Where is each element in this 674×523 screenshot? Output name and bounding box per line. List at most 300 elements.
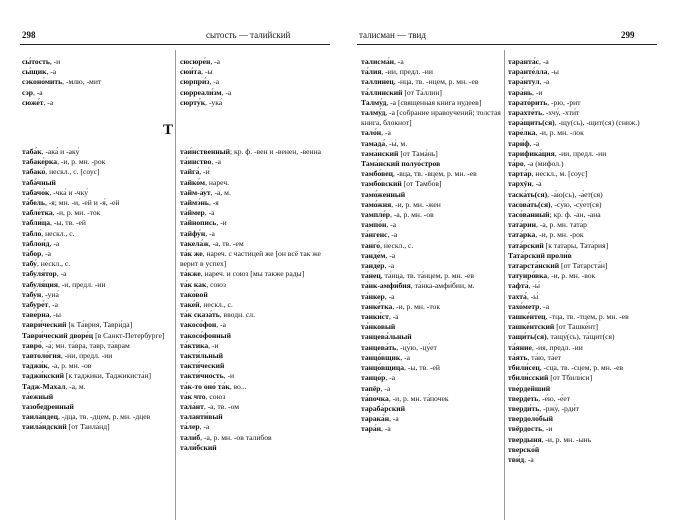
- dictionary-entry: [361, 57, 501, 67]
- dictionary-entry: [361, 353, 501, 363]
- entry-definition: , -и, р. мн. -ток: [392, 301, 441, 311]
- entry-definition: , -е́ю, -е́ет: [538, 393, 571, 403]
- entry-definition: , -и: [542, 424, 553, 434]
- entry-headword: сюрту́к: [180, 97, 206, 107]
- dictionary-entry: [361, 108, 501, 128]
- right-page: [337, 0, 674, 523]
- dictionary-entry: [361, 159, 501, 169]
- header-rule: [357, 44, 657, 45]
- dictionary-entry: [508, 179, 663, 189]
- dictionary-entry: [361, 384, 501, 394]
- entry-definition: [от Тамбо́в]: [401, 179, 442, 189]
- dictionary-entry: [180, 422, 330, 432]
- entry-headword: такосо́фон: [180, 320, 217, 330]
- entry-definition: , -и, р. мн. -рок: [57, 157, 106, 167]
- entry-headword: танке́тка: [361, 301, 393, 311]
- entry-headword: тапёр: [361, 383, 381, 393]
- entry-headword: таранте́лла: [508, 67, 548, 77]
- entry-headword: тако́вой: [180, 289, 208, 299]
- entry-definition: , -ржу́, -рди́т: [539, 403, 579, 413]
- entry-definition: , -а, тв. -ем: [208, 238, 244, 248]
- dictionary-entry: [22, 167, 172, 177]
- dictionary-entry: [508, 200, 663, 210]
- entry-headword: та́йнопись: [180, 218, 217, 228]
- column-left-top: [22, 57, 172, 108]
- entry-headword: сюи́та: [180, 67, 202, 77]
- entry-definition: , нескл., с.: [36, 259, 71, 269]
- entry-headword: тала́нт: [180, 402, 204, 412]
- entry-definition: , -а (мифол.): [523, 159, 564, 169]
- entry-headword: таблои́д: [22, 238, 50, 248]
- entry-headword: табуля́ция: [22, 279, 58, 289]
- entry-definition: , -а: [46, 67, 57, 77]
- entry-definition: [в Санкт-Петербурге]: [93, 330, 165, 340]
- dictionary-entry: [361, 88, 501, 98]
- dictionary-entry: [22, 361, 172, 371]
- entry-headword: та́бор: [22, 249, 42, 259]
- entry-headword: та́нковый: [361, 322, 396, 332]
- entry-headword: тайга́: [180, 167, 200, 177]
- dictionary-entry: [22, 178, 172, 188]
- entry-definition: , -а́; мн. та́вра, тавр, та́врам: [41, 340, 130, 350]
- dictionary-entry: [361, 77, 501, 87]
- dictionary-entry: [508, 363, 663, 373]
- entry-headword: тара́нтул: [508, 77, 540, 87]
- entry-headword: тали́б: [180, 432, 201, 442]
- dictionary-entry: [180, 290, 330, 300]
- dictionary-entry: [508, 455, 663, 465]
- entry-definition: , нескл., с. [соус]: [45, 167, 100, 177]
- dictionary-entry: [508, 261, 663, 271]
- entry-headword: та́ежный: [22, 391, 54, 401]
- dictionary-entry: [180, 239, 330, 249]
- entry-headword: табачо́к: [22, 187, 50, 197]
- dictionary-entry: [361, 149, 501, 159]
- entry-definition: , -цу́ю, -цу́ет: [396, 342, 437, 352]
- dictionary-entry: [180, 208, 330, 218]
- entry-definition: , -ука́: [205, 97, 223, 107]
- entry-headword: тама́нский: [361, 148, 399, 158]
- entry-definition: , -а, р. мн. -ов талибов: [200, 432, 272, 442]
- entry-headword: табле́тка: [22, 208, 53, 218]
- entry-headword: та́ро: [508, 159, 524, 169]
- entry-definition: , -и, р. мн. -ток: [52, 208, 101, 218]
- dictionary-entry: [22, 98, 172, 108]
- entry-headword: тбили́сец: [508, 363, 540, 373]
- entry-definition: , -уна́: [41, 289, 59, 299]
- entry-headword: тампо́н: [361, 220, 387, 230]
- entry-definition: , та́нца, тв. та́нцем, р. мн. -ев: [380, 271, 474, 281]
- entry-definition: , -а: [43, 97, 54, 107]
- entry-definition: , -а: [48, 300, 58, 310]
- dictionary-entry: [508, 77, 663, 87]
- entry-headword: таранта́с: [508, 57, 540, 66]
- entry-headword: сюрпри́з: [180, 77, 210, 87]
- entry-headword: Талму́д: [361, 97, 387, 107]
- column-right: [508, 57, 663, 465]
- entry-headword: тара́н: [361, 424, 382, 434]
- entry-definition: , -и: [223, 371, 235, 381]
- entry-headword: тахта́: [508, 291, 527, 301]
- entry-headword: такела́ж: [180, 238, 209, 248]
- entry-definition: , -ы́, м.: [385, 138, 408, 148]
- dictionary-entry: [22, 188, 172, 198]
- entry-headword: таланти́вый: [180, 412, 223, 422]
- dictionary-entry: [508, 353, 663, 363]
- entry-headword: табуля́тор: [22, 269, 57, 279]
- entry-definition: [от Тама́нь]: [398, 148, 438, 158]
- entry-headword: тазобедренный: [22, 402, 74, 412]
- entry-headword: Таври́ческий дворе́ц: [22, 330, 94, 340]
- dictionary-entry: [361, 414, 501, 424]
- entry-headword: табли́ца: [22, 218, 51, 228]
- entry-definition: , -а: [386, 220, 397, 230]
- column-right: [180, 147, 330, 453]
- entry-definition: , -щу(сь), -щит(ся) (сниж.): [554, 118, 640, 128]
- entry-definition: , -и, р. мн. -рок: [535, 230, 584, 240]
- entry-definition: , -дца, тв. -дцем, р. мн. -дцев: [58, 412, 151, 422]
- entry-definition: , вводн. сл.: [219, 310, 255, 320]
- entry-definition: , -ы: [49, 310, 61, 320]
- entry-definition: , -а: [387, 230, 398, 240]
- dictionary-entry: [180, 443, 330, 453]
- entry-definition: , -и́: [199, 167, 210, 177]
- dictionary-entry: [22, 341, 172, 351]
- entry-definition: , -ии, предл. -ии: [554, 148, 607, 158]
- entry-headword: табу́: [22, 259, 37, 269]
- dictionary-entry: [508, 118, 663, 128]
- entry-headword: Тама́нский полуо́стров: [361, 159, 441, 169]
- entry-definition: , -а [собрание нравоучений; толстая книга, блокнот]: [361, 108, 501, 128]
- entry-headword: тасо́ванный: [508, 210, 550, 220]
- dictionary-entry: [508, 67, 663, 77]
- section-letter: Т: [163, 122, 174, 138]
- entry-headword: та́к сказа́ть: [180, 310, 220, 320]
- dictionary-entry: [508, 159, 663, 169]
- entry-headword: тарахте́ть: [508, 108, 543, 118]
- entry-definition: , тащу́(сь), та́щит(ся): [546, 332, 615, 342]
- dictionary-entry: [508, 424, 663, 434]
- entry-headword: тахо́метр: [508, 301, 540, 311]
- dictionary-entry: [22, 57, 172, 67]
- entry-headword: табу́н: [22, 289, 42, 299]
- dictionary-entry: [361, 200, 501, 210]
- entry-definition: , союз: [205, 391, 226, 401]
- entry-headword: тащи́ть(ся): [508, 332, 547, 342]
- dictionary-entry: [361, 179, 501, 189]
- dictionary-entry: [508, 445, 663, 455]
- dictionary-entry: [22, 310, 172, 320]
- entry-definition: , та́нка-амфи́бии, м.: [410, 281, 475, 291]
- entry-headword: такосо́фонный: [180, 330, 231, 340]
- entry-definition: , нескл., м. [соус]: [531, 169, 588, 179]
- dictionary-entry: [22, 77, 172, 87]
- entry-headword: тамо́женный: [361, 189, 406, 199]
- dictionary-entry: [180, 300, 330, 310]
- entry-headword: та́ймер: [180, 208, 205, 218]
- dictionary-entry: [508, 312, 663, 322]
- entry-headword: татуиро́вка: [508, 271, 548, 281]
- dictionary-entry: [22, 67, 172, 77]
- dictionary-entry: [508, 373, 663, 383]
- dictionary-entry: [22, 239, 172, 249]
- dictionary-entry: [508, 190, 663, 200]
- dictionary-entry: [508, 88, 663, 98]
- entry-headword: тарато́рить: [508, 97, 548, 107]
- dictionary-entry: [508, 322, 663, 332]
- dictionary-entry: [361, 139, 501, 149]
- entry-definition: , -а: [384, 291, 395, 301]
- entry-definition: , -а: [539, 77, 550, 87]
- entry-headword: та́ктика: [180, 340, 209, 350]
- entry-headword: тало́н: [361, 128, 382, 138]
- entry-definition: , -ы: [201, 67, 213, 77]
- entry-headword: та́к же: [180, 249, 203, 259]
- entry-headword: сы́щик: [22, 67, 47, 77]
- entry-definition: , нареч. с частицей же [он всё так же верит в успех]: [180, 249, 321, 269]
- dictionary-entry: [361, 343, 501, 353]
- dictionary-entry: [180, 310, 330, 320]
- entry-definition: , -ы: [547, 67, 559, 77]
- entry-headword: та́нк-амфи́бия: [361, 281, 411, 291]
- entry-definition: ; кр. ф. -вен и -венен, -венна: [230, 147, 322, 156]
- entry-definition: , -и, р. мн. -вок: [547, 271, 596, 281]
- entry-definition: , нескл., с.: [199, 300, 233, 310]
- entry-headword: тарта́р: [508, 169, 532, 179]
- entry-definition: , -и, р. мн. та́почек: [388, 393, 449, 403]
- entry-headword: та́к-то оно́ та́к: [180, 381, 230, 391]
- entry-headword: тамада́: [361, 138, 386, 148]
- entry-definition: , -а, тв. -ом: [203, 402, 240, 412]
- entry-headword: тверско́й: [508, 444, 540, 454]
- entry-definition: , -а: [385, 373, 396, 383]
- entry-definition: , -а: [210, 57, 221, 66]
- dictionary-entry: [22, 382, 172, 392]
- dictionary-entry: [180, 392, 330, 402]
- entry-headword: таджи́кский: [22, 371, 65, 381]
- dictionary-entry: [508, 292, 663, 302]
- entry-headword: сюсюре́н: [180, 57, 211, 66]
- entry-definition: , -а: [221, 87, 232, 97]
- column-right-top: [180, 57, 330, 108]
- dictionary-entry: [361, 363, 501, 373]
- dictionary-entry: [508, 98, 663, 108]
- entry-definition: , нареч. и союз [мы также рады]: [200, 269, 305, 279]
- dictionary-entry: [361, 230, 501, 240]
- entry-headword: та́лия: [361, 67, 382, 77]
- entry-headword: таври́ческий: [22, 320, 67, 330]
- dictionary-entry: [361, 220, 501, 230]
- dictionary-entry: [22, 249, 172, 259]
- entry-headword: та́ллинский: [361, 87, 403, 97]
- dictionary-entry: [22, 269, 172, 279]
- entry-headword: танде́р: [361, 261, 385, 271]
- entry-definition: , -а: [385, 250, 396, 260]
- entry-headword: татарста́нский: [508, 261, 560, 271]
- dictionary-entry: [22, 422, 172, 432]
- entry-definition: , -а: [400, 352, 410, 362]
- entry-headword: такти́ческий: [180, 361, 225, 371]
- entry-headword: таба́к: [22, 147, 42, 156]
- entry-headword: тверди́ть: [508, 403, 540, 413]
- entry-definition: [от Татарста́н]: [559, 261, 608, 271]
- entry-definition: , -я; мн. -и, -ей и -я́, -ей: [44, 198, 120, 208]
- entry-definition: , -а: [388, 312, 399, 322]
- entry-definition: , -и, р. мн. -жен: [391, 199, 441, 209]
- dictionary-entry: [180, 88, 330, 98]
- page-number: 299: [621, 30, 635, 40]
- column-left: [361, 57, 501, 435]
- entry-headword: таллинец: [361, 77, 394, 87]
- dictionary-entry: [22, 157, 172, 167]
- entry-definition: , -и: [216, 218, 227, 228]
- entry-definition: , -а: [204, 208, 215, 218]
- entry-headword: таба́чный: [22, 177, 56, 187]
- entry-headword: тамбо́вец: [361, 169, 393, 179]
- dictionary-entry: [508, 57, 663, 67]
- column-left: [22, 147, 172, 433]
- entry-headword: тбили́сский: [508, 373, 549, 383]
- dictionary-entry: [361, 190, 501, 200]
- entry-definition: , -а: [531, 179, 542, 189]
- dictionary-entry: [180, 229, 330, 239]
- dictionary-entry: [361, 424, 501, 434]
- entry-headword: тви́д: [508, 454, 525, 464]
- entry-definition: , -а: [381, 128, 391, 138]
- entry-headword: таймэ́нь: [180, 198, 209, 208]
- entry-headword: талму́д: [361, 108, 386, 118]
- entry-definition: , союз: [206, 279, 226, 289]
- dictionary-entry: [180, 57, 330, 67]
- entry-headword: та́ять: [508, 352, 528, 362]
- entry-definition: , -а: [41, 249, 52, 259]
- dictionary-entry: [361, 281, 501, 291]
- entry-definition: , -а: [199, 422, 210, 432]
- entry-headword: танцева́ть: [361, 342, 397, 352]
- entry-headword: табло́: [22, 228, 42, 238]
- entry-definition: , -и, предл. -ии: [57, 279, 106, 289]
- entry-definition: [от Ташке́нт]: [554, 322, 599, 332]
- entry-definition: , -а, р. мн. -ов: [47, 361, 92, 371]
- entry-definition: , -а: [49, 238, 60, 248]
- entry-headword: та́яние: [508, 342, 532, 352]
- entry-headword: тафта́: [508, 281, 529, 291]
- entry-definition: ; кр. ф. -ан, -ана: [549, 210, 601, 220]
- entry-headword: таила́ндец: [22, 412, 59, 422]
- entry-headword: таве́рна: [22, 310, 50, 320]
- dictionary-entry: [180, 351, 330, 361]
- dictionary-entry: [180, 188, 330, 198]
- dictionary-entry: [180, 77, 330, 87]
- entry-definition: , -а: [380, 383, 391, 393]
- running-head: сытость — талийский: [206, 30, 291, 40]
- dictionary-entry: [361, 292, 501, 302]
- entry-headword: табако́: [22, 167, 46, 177]
- entry-definition: , -ы, тв. -ей: [50, 218, 86, 228]
- entry-headword: табаке́рка: [22, 157, 58, 167]
- dictionary-entry: [22, 229, 172, 239]
- entry-headword: такти́льный: [180, 351, 224, 361]
- entry-definition: , -и: [532, 87, 543, 97]
- entry-definition: , нареч.: [205, 177, 230, 187]
- dictionary-entry: [22, 331, 172, 341]
- dictionary-entry: [22, 280, 172, 290]
- dictionary-entry: [22, 320, 172, 330]
- entry-headword: сэр: [22, 87, 33, 97]
- entry-definition: , -а: [529, 138, 540, 148]
- entry-headword: тайм-а́ут: [180, 187, 211, 197]
- dictionary-entry: [508, 251, 663, 261]
- entry-definition: , -а: [389, 414, 399, 424]
- dictionary-entry: [361, 251, 501, 261]
- entry-headword: тайфу́н: [180, 228, 206, 238]
- entry-headword: та́инство: [180, 157, 212, 167]
- dictionary-entry: [180, 402, 330, 412]
- entry-definition: , -а: [524, 454, 534, 464]
- dictionary-entry: [180, 167, 330, 177]
- dictionary-entry: [508, 169, 663, 179]
- entry-definition: , -а́ю(сь), -а́ет(ся): [547, 189, 603, 199]
- dictionary-entry: [508, 394, 663, 404]
- entry-headword: та́бель: [22, 198, 45, 208]
- entry-headword: та́нкер: [361, 291, 385, 301]
- entry-definition: , -а: [205, 228, 215, 238]
- dictionary-entry: [361, 261, 501, 271]
- entry-headword: тавтоло́гия: [22, 351, 61, 361]
- entry-headword: твердыня: [508, 434, 542, 444]
- entry-headword: тве́рдейший: [508, 383, 551, 393]
- entry-definition: , -а, м.: [210, 187, 231, 197]
- entry-definition: , -а: [381, 424, 391, 434]
- entry-headword: тара́нь: [508, 87, 533, 97]
- dictionary-entry: [180, 157, 330, 167]
- dictionary-entry: [361, 302, 501, 312]
- entry-definition: , -ии, предл. -ии: [60, 351, 113, 361]
- entry-definition: , -ака́ и -аку́: [41, 147, 80, 156]
- entry-definition: , -нца, тв. -нцем, р. мн. -ев: [393, 77, 479, 87]
- dictionary-entry: [361, 128, 501, 138]
- dictionary-entry: [508, 332, 663, 342]
- entry-definition: , -а, р. мн. -ов: [390, 210, 434, 220]
- dictionary-entry: [508, 281, 663, 291]
- column-divider: [175, 50, 176, 520]
- entry-definition: , -сца, тв. -сцем, р. мн. -ев: [539, 363, 624, 373]
- dictionary-entry: [180, 198, 330, 208]
- dictionary-entry: [180, 249, 330, 269]
- dictionary-entry: [180, 218, 330, 228]
- dictionary-entry: [180, 412, 330, 422]
- dictionary-entry: [508, 230, 663, 240]
- dictionary-entry: [508, 343, 663, 353]
- dictionary-entry: [508, 128, 663, 138]
- entry-definition: , -а: [216, 320, 226, 330]
- dictionary-entry: [508, 384, 663, 394]
- entry-headword: такти́чность: [180, 371, 224, 381]
- entry-headword: ташке́нтец: [508, 312, 546, 322]
- dictionary-entry: [508, 435, 663, 445]
- entry-headword: таила́ндский: [22, 422, 67, 432]
- dictionary-entry: [180, 361, 330, 371]
- entry-headword: та́кже: [180, 269, 201, 279]
- dictionary-entry: [180, 280, 330, 290]
- dictionary-entry: [180, 178, 330, 188]
- entry-definition: , -а, р. мн. тата́р: [536, 220, 587, 230]
- dictionary-entry: [180, 341, 330, 351]
- entry-headword: таджи́к: [22, 361, 48, 371]
- dictionary-entry: [361, 67, 501, 77]
- entry-definition: , -а: [394, 57, 404, 66]
- entry-definition: , -ы́: [526, 291, 539, 301]
